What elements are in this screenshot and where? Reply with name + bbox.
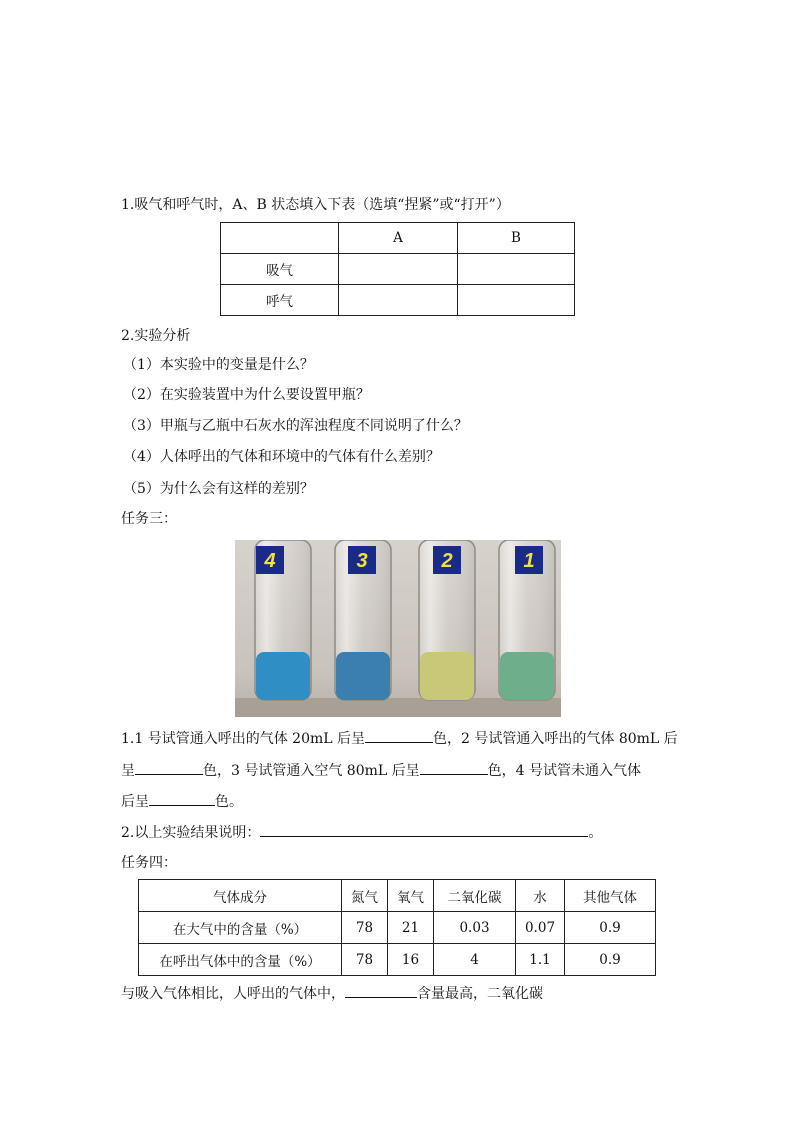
test-tube-photo: [235, 540, 561, 717]
table-cell: 78: [342, 912, 388, 944]
text-segment: 色，2 号试管通入呼出的气体 80mL 后: [433, 731, 678, 747]
table-header-cell: A: [339, 223, 458, 254]
table-header-cell: [221, 223, 339, 254]
row-label: 呼气: [221, 285, 339, 316]
task-3-question-1-line-1: [121, 728, 678, 749]
answer-cell[interactable]: [458, 285, 575, 316]
answer-blank[interactable]: [420, 760, 488, 775]
tube-1-liquid: [500, 652, 554, 700]
question-item: （1）本实验中的变量是什么？: [123, 357, 314, 373]
table-cell: 在大气中的含量（%）: [139, 912, 342, 944]
table-cell: 0.9: [565, 944, 656, 976]
table-header-row: [139, 880, 656, 912]
tube-1-label: 1: [523, 550, 535, 572]
gas-composition-table: [138, 879, 656, 976]
text-segment: 1.1 号试管通入呼出的气体 20mL 后呈: [121, 731, 366, 747]
tube-3-liquid: [336, 652, 390, 700]
tube-3-label: 3: [356, 550, 368, 572]
task-3-question-1-line-3: [121, 791, 243, 812]
text-segment: 色，4 号试管未通入气体: [487, 763, 642, 779]
table-header-cell: 气体成分: [139, 880, 342, 912]
task-4-title: 任务四：: [121, 855, 177, 871]
text-segment: 2.以上实验结果说明：: [121, 825, 261, 841]
text-segment: 色，3 号试管通入空气 80mL 后呈: [203, 763, 420, 779]
table-row: [139, 944, 656, 976]
table-cell: 在呼出气体中的含量（%）: [139, 944, 342, 976]
answer-cell[interactable]: [458, 254, 575, 285]
answer-blank[interactable]: [345, 983, 417, 998]
task-3-title: 任务三：: [121, 511, 177, 527]
table-cell: 4: [434, 944, 516, 976]
table-header-cell: B: [458, 223, 575, 254]
tube-2-label: 2: [441, 550, 453, 572]
text-segment: 后呈: [121, 794, 149, 810]
table-row: [221, 254, 575, 285]
table-cell: 16: [388, 944, 434, 976]
text-segment: 与吸入气体相比，人呼出的气体中，: [121, 986, 345, 1002]
question-item: （4）人体呼出的气体和环境中的气体有什么差别？: [123, 449, 440, 465]
answer-blank[interactable]: [149, 791, 215, 806]
table-cell: 0.9: [565, 912, 656, 944]
tube-4-label: 4: [264, 550, 276, 572]
table-row: [221, 285, 575, 316]
table-header-row: [221, 223, 575, 254]
question-item: （2）在实验装置中为什么要设置甲瓶？: [123, 387, 370, 403]
question-1: 1.吸气和呼气时，A、B 状态填入下表（选填“捏紧”或“打开”）: [121, 197, 510, 213]
text-segment: 含量最高，二氧化碳: [417, 986, 543, 1002]
tube-2-liquid: [420, 652, 474, 700]
task-4-conclusion: [121, 983, 543, 1004]
table-row: [139, 912, 656, 944]
text-segment: 。: [588, 825, 603, 841]
photo-base: [235, 698, 561, 717]
test-tube-4: [255, 540, 311, 700]
table-header-cell: 其他气体: [565, 880, 656, 912]
text-segment: 色。: [215, 794, 243, 810]
test-tube-3: [335, 540, 391, 700]
task-3-question-1-line-2: [121, 760, 641, 781]
answer-cell[interactable]: [339, 254, 458, 285]
table-cell: 1.1: [516, 944, 565, 976]
answer-cell[interactable]: [339, 285, 458, 316]
question-item: （3）甲瓶与乙瓶中石灰水的浑浊程度不同说明了什么？: [123, 418, 468, 434]
test-tube-1: [499, 540, 555, 700]
table-cell: 0.03: [434, 912, 516, 944]
tube-4-liquid: [256, 652, 310, 700]
table-cell: 0.07: [516, 912, 565, 944]
table-cell: 21: [388, 912, 434, 944]
table-header-cell: 氮气: [342, 880, 388, 912]
answer-blank[interactable]: [135, 760, 203, 775]
table-cell: 78: [342, 944, 388, 976]
answer-blank[interactable]: [260, 822, 588, 837]
question-item: （5）为什么会有这样的差别？: [123, 481, 314, 497]
table-header-cell: 二氧化碳: [434, 880, 516, 912]
valve-state-table: [220, 222, 575, 316]
task-3-question-2: [121, 822, 602, 843]
answer-blank[interactable]: [365, 728, 433, 743]
text-segment: 呈: [121, 763, 135, 779]
test-tube-2: [419, 540, 475, 700]
table-header-cell: 氧气: [388, 880, 434, 912]
table-header-cell: 水: [516, 880, 565, 912]
row-label: 吸气: [221, 254, 339, 285]
section-2-title: 2.实验分析: [121, 328, 191, 344]
